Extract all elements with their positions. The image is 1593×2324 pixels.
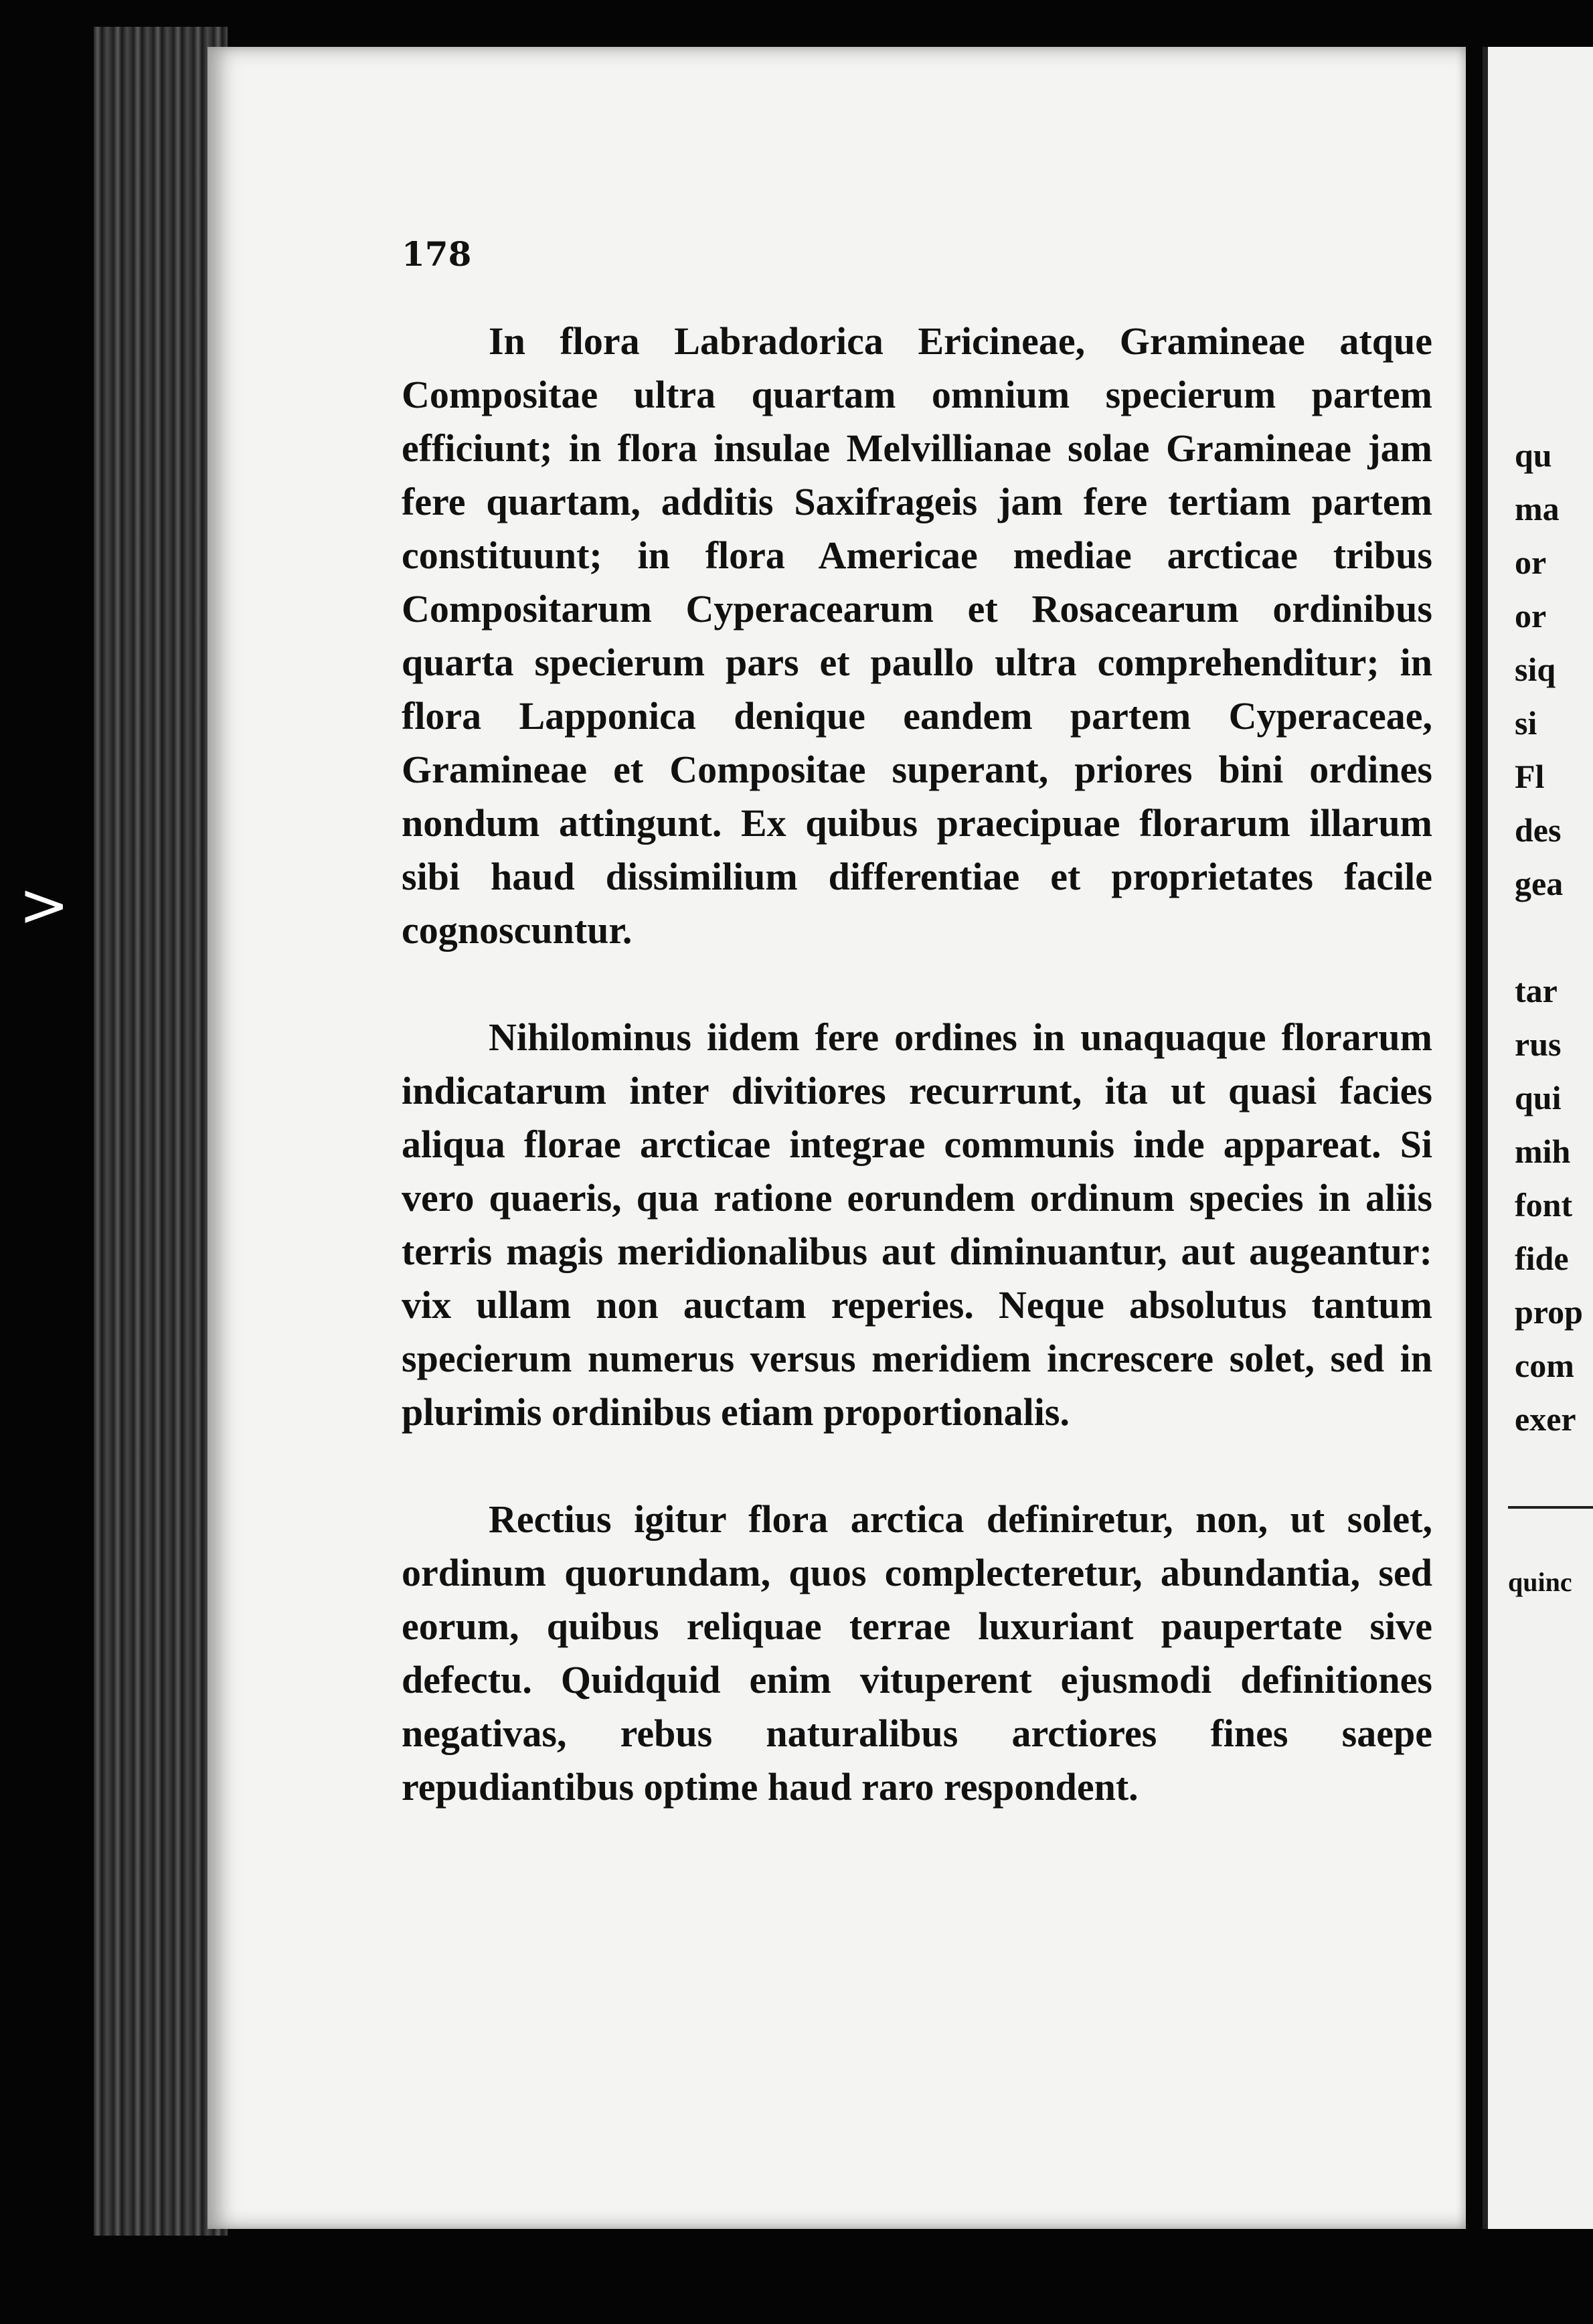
fragment-line: or: [1515, 597, 1547, 635]
fragment-line: qu: [1515, 436, 1552, 474]
book-page-right-edge: [1483, 47, 1593, 2229]
fragment-line: exer: [1515, 1400, 1576, 1438]
footnote-rule: [1508, 1506, 1593, 1509]
fragment-line: prop: [1515, 1293, 1583, 1331]
paragraph-1: In flora Labradorica Ericineae, Gramineae atque Compositae ultra quartam omnium specierum partem efficiunt; in flora insulae Melvillianae solae Gramineae jam fere quartam, additis Saxifrageis jam fere tertiam partem constituunt; in flora Americae mediae arcticae tribus Compositarum Cyperacearum et Rosacearum ordinibus quarta specierum pars et paullo ultra comprehenditur; in flora Lapponica denique eandem partem Cyperaceae, Gramineae et Compositae superant, priores bini ordines nondum attingunt. Ex quibus praecipuae florarum illarum sibi haud dissimilium differentiae et proprietates facile cognoscuntur.: [402, 319, 1432, 952]
fragment-line: siq: [1515, 651, 1556, 688]
fragment-line: tar: [1515, 972, 1558, 1009]
fragment-line: des: [1515, 811, 1562, 849]
fragment-line: qui: [1515, 1079, 1562, 1116]
fragment-gap: [1515, 910, 1583, 964]
footnote-fragment: quinc: [1508, 1567, 1572, 1597]
fragment-line: ma: [1515, 490, 1560, 527]
fragment-line: rus: [1515, 1025, 1562, 1063]
body-text: [402, 315, 1432, 1868]
fragment-line: Fl: [1515, 758, 1545, 795]
paragraph-3: Rectius igitur flora arctica definiretur, non, ut solet, ordinum quorundam, quos complecteretur, abundantia, sed eorum, quibus reliquae terrae luxuriant paupertate sive defectu. Quidquid enim vituperent ejusmodi definitiones negativas, rebus naturalibus arctiores fines saepe repudiantibus optime haud raro respondent.: [402, 1497, 1432, 1809]
fragment-line: gea: [1515, 865, 1564, 902]
fragment-line: font: [1515, 1186, 1573, 1224]
fragment-line: mih: [1515, 1133, 1571, 1170]
margin-mark: >: [19, 870, 70, 940]
book-page-left: [207, 47, 1466, 2229]
paragraph-2: Nihilominus iidem fere ordines in unaquaque florarum indicatarum inter divitiores recurrunt, ita ut quasi facies aliqua florae arcticae integrae communis inde appareat. Si vero quaeris, qua ratione eorundem ordinum species in aliis terris magis meridionalibus aut diminuantur, aut augeantur: vix ullam non auctam reperies. Neque absolutus tantum specierum numerus versus meridiem increscere solet, sed in plurimis ordinibus etiam proportionalis.: [402, 1015, 1432, 1434]
page-number: 178: [402, 234, 472, 274]
fragment-line: or: [1515, 544, 1547, 581]
fragment-line: fide: [1515, 1240, 1569, 1277]
next-page-fragments: [1515, 428, 1583, 1446]
fragment-line: si: [1515, 704, 1537, 742]
fragment-line: com: [1515, 1347, 1574, 1384]
